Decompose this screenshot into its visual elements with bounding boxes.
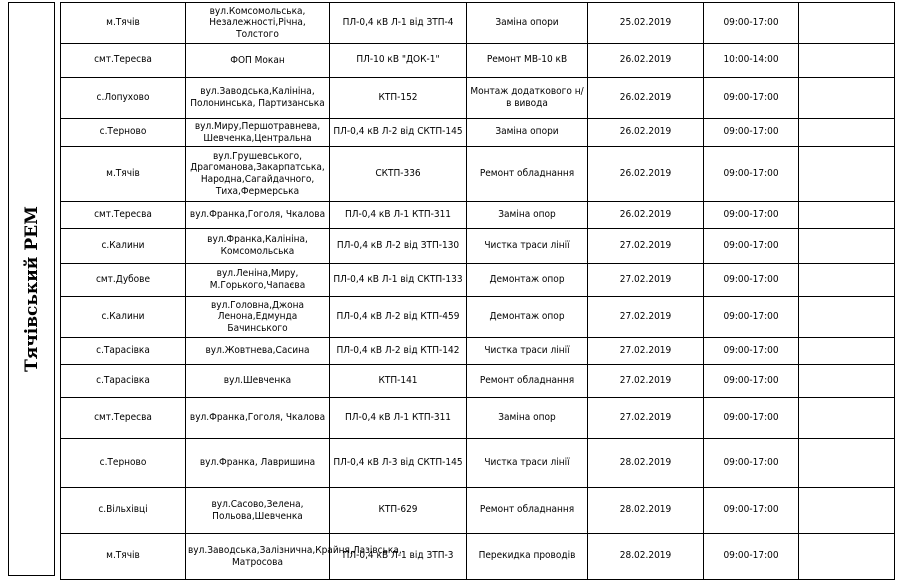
settlement-cell: смт.Дубове [61,264,186,297]
table-row [61,398,895,439]
streets-cell: вул.Заводська,Калініна, Полонинська, Партизанська [186,78,330,119]
note-cell [799,365,895,398]
settlement-cell: с.Терново [61,439,186,488]
table-row [61,229,895,264]
note-cell [799,78,895,119]
table-row [61,297,895,338]
date-cell: 28.02.2019 [588,534,704,580]
table-row [61,365,895,398]
line-cell: КТП-141 [330,365,467,398]
line-cell: ПЛ-0,4 кВ Л-2 від КТП-459 [330,297,467,338]
date-cell: 27.02.2019 [588,229,704,264]
line-cell: ПЛ-0,4 кВ Л-1 від ЗТП-4 [330,3,467,44]
settlement-cell: с.Тарасівка [61,338,186,365]
settlement-cell: с.Калини [61,229,186,264]
date-cell: 27.02.2019 [588,297,704,338]
work-type-cell: Заміна опор [467,398,588,439]
work-type-cell: Заміна опори [467,3,588,44]
line-cell: ПЛ-0,4 кВ Л-2 від ЗТП-130 [330,229,467,264]
date-cell: 26.02.2019 [588,202,704,229]
work-type-cell: Чистка траси лінії [467,229,588,264]
streets-cell: вул.Головна,Джона Ленона,Едмунда Бачинського [186,297,330,338]
work-type-cell: Монтаж додаткового н/в вивода [467,78,588,119]
note-cell [799,147,895,202]
note-cell [799,439,895,488]
date-cell: 27.02.2019 [588,264,704,297]
table-row [61,534,895,580]
table-row [61,119,895,147]
region-cell [8,2,55,576]
work-type-cell: Ремонт обладнання [467,488,588,534]
streets-cell: вул.Шевченка [186,365,330,398]
note-cell [799,119,895,147]
work-type-cell: Демонтаж опор [467,297,588,338]
streets-cell: вул.Франка,Гоголя, Чкалова [186,398,330,439]
line-cell: ПЛ-0,4 кВ Л-2 від СКТП-145 [330,119,467,147]
line-cell: ПЛ-0,4 кВ Л-1 від СКТП-133 [330,264,467,297]
streets-cell: вул.Леніна,Миру, М.Горького,Чапаєва [186,264,330,297]
settlement-cell: м.Тячів [61,534,186,580]
settlement-cell: с.Терново [61,119,186,147]
note-cell [799,202,895,229]
work-type-cell: Чистка траси лінії [467,439,588,488]
settlement-cell: смт.Тересва [61,44,186,78]
line-cell: ПЛ-10 кВ "ДОК-1" [330,44,467,78]
region-label: Тячівський РЕМ [21,206,42,372]
time-cell: 09:00-17:00 [704,229,799,264]
streets-cell: вул.Миру,Першотравнева, Шевченка,Центральна [186,119,330,147]
streets-cell: вул.Сасово,Зелена, Польова,Шевченка [186,488,330,534]
table-row [61,338,895,365]
time-cell: 09:00-17:00 [704,119,799,147]
work-type-cell: Демонтаж опор [467,264,588,297]
table-row [61,439,895,488]
time-cell: 09:00-17:00 [704,338,799,365]
line-cell: ПЛ-0,4 кВ Л-3 від СКТП-145 [330,439,467,488]
streets-cell: вул.Жовтнева,Сасина [186,338,330,365]
date-cell: 28.02.2019 [588,439,704,488]
note-cell [799,44,895,78]
time-cell: 09:00-17:00 [704,398,799,439]
note-cell [799,398,895,439]
note-cell [799,338,895,365]
streets-cell: вул.Комсомольська, Незалежності,Річна, Толстого [186,3,330,44]
note-cell [799,264,895,297]
table-row [61,147,895,202]
date-cell: 28.02.2019 [588,488,704,534]
line-cell: КТП-629 [330,488,467,534]
time-cell: 10:00-14:00 [704,44,799,78]
table-row [61,202,895,229]
streets-cell: вул.Заводська,Залізнична,Крайня,Лазівська, Матросова [186,534,330,580]
table-row [61,44,895,78]
settlement-cell: смт.Тересва [61,398,186,439]
streets-cell: ФОП Мокан [186,44,330,78]
table-row [61,78,895,119]
date-cell: 27.02.2019 [588,398,704,439]
note-cell [799,229,895,264]
line-cell: ПЛ-0,4 кВ Л-2 від КТП-142 [330,338,467,365]
line-cell: ПЛ-0,4 кВ Л-1 КТП-311 [330,202,467,229]
streets-cell: вул.Франка, Лавришина [186,439,330,488]
settlement-cell: с.Калини [61,297,186,338]
settlement-cell: с.Тарасівка [61,365,186,398]
time-cell: 09:00-17:00 [704,488,799,534]
streets-cell: вул.Франка,Гоголя, Чкалова [186,202,330,229]
time-cell: 09:00-17:00 [704,365,799,398]
settlement-cell: с.Вільхівці [61,488,186,534]
settlement-cell: м.Тячів [61,147,186,202]
date-cell: 27.02.2019 [588,365,704,398]
work-type-cell: Ремонт обладнання [467,147,588,202]
work-type-cell: Ремонт обладнання [467,365,588,398]
note-cell [799,488,895,534]
work-type-cell: Заміна опори [467,119,588,147]
time-cell: 09:00-17:00 [704,78,799,119]
date-cell: 27.02.2019 [588,338,704,365]
time-cell: 09:00-17:00 [704,534,799,580]
table-body [61,3,895,580]
streets-cell: вул.Грушевського, Драгоманова,Закарпатська, Народна,Сагайдачного, Тиха,Фермерська [186,147,330,202]
date-cell: 26.02.2019 [588,44,704,78]
date-cell: 26.02.2019 [588,78,704,119]
date-cell: 26.02.2019 [588,119,704,147]
date-cell: 25.02.2019 [588,3,704,44]
table-row [61,3,895,44]
time-cell: 09:00-17:00 [704,3,799,44]
date-cell: 26.02.2019 [588,147,704,202]
table-row [61,264,895,297]
line-cell: ПЛ-0,4 кВ Л-1 КТП-311 [330,398,467,439]
time-cell: 09:00-17:00 [704,439,799,488]
note-cell [799,534,895,580]
note-cell [799,297,895,338]
outage-table [60,2,895,580]
line-cell: ПЛ-0,4 кВ Л-1 від ЗТП-3 [330,534,467,580]
settlement-cell: с.Лопухово [61,78,186,119]
table-row [61,488,895,534]
time-cell: 09:00-17:00 [704,202,799,229]
time-cell: 09:00-17:00 [704,264,799,297]
note-cell [799,3,895,44]
line-cell: СКТП-336 [330,147,467,202]
time-cell: 09:00-17:00 [704,297,799,338]
streets-cell: вул.Франка,Калініна, Комсомольська [186,229,330,264]
time-cell: 09:00-17:00 [704,147,799,202]
work-type-cell: Перекидка проводів [467,534,588,580]
work-type-cell: Чистка траси лінії [467,338,588,365]
line-cell: КТП-152 [330,78,467,119]
settlement-cell: м.Тячів [61,3,186,44]
settlement-cell: смт.Тересва [61,202,186,229]
work-type-cell: Заміна опор [467,202,588,229]
work-type-cell: Ремонт МВ-10 кВ [467,44,588,78]
